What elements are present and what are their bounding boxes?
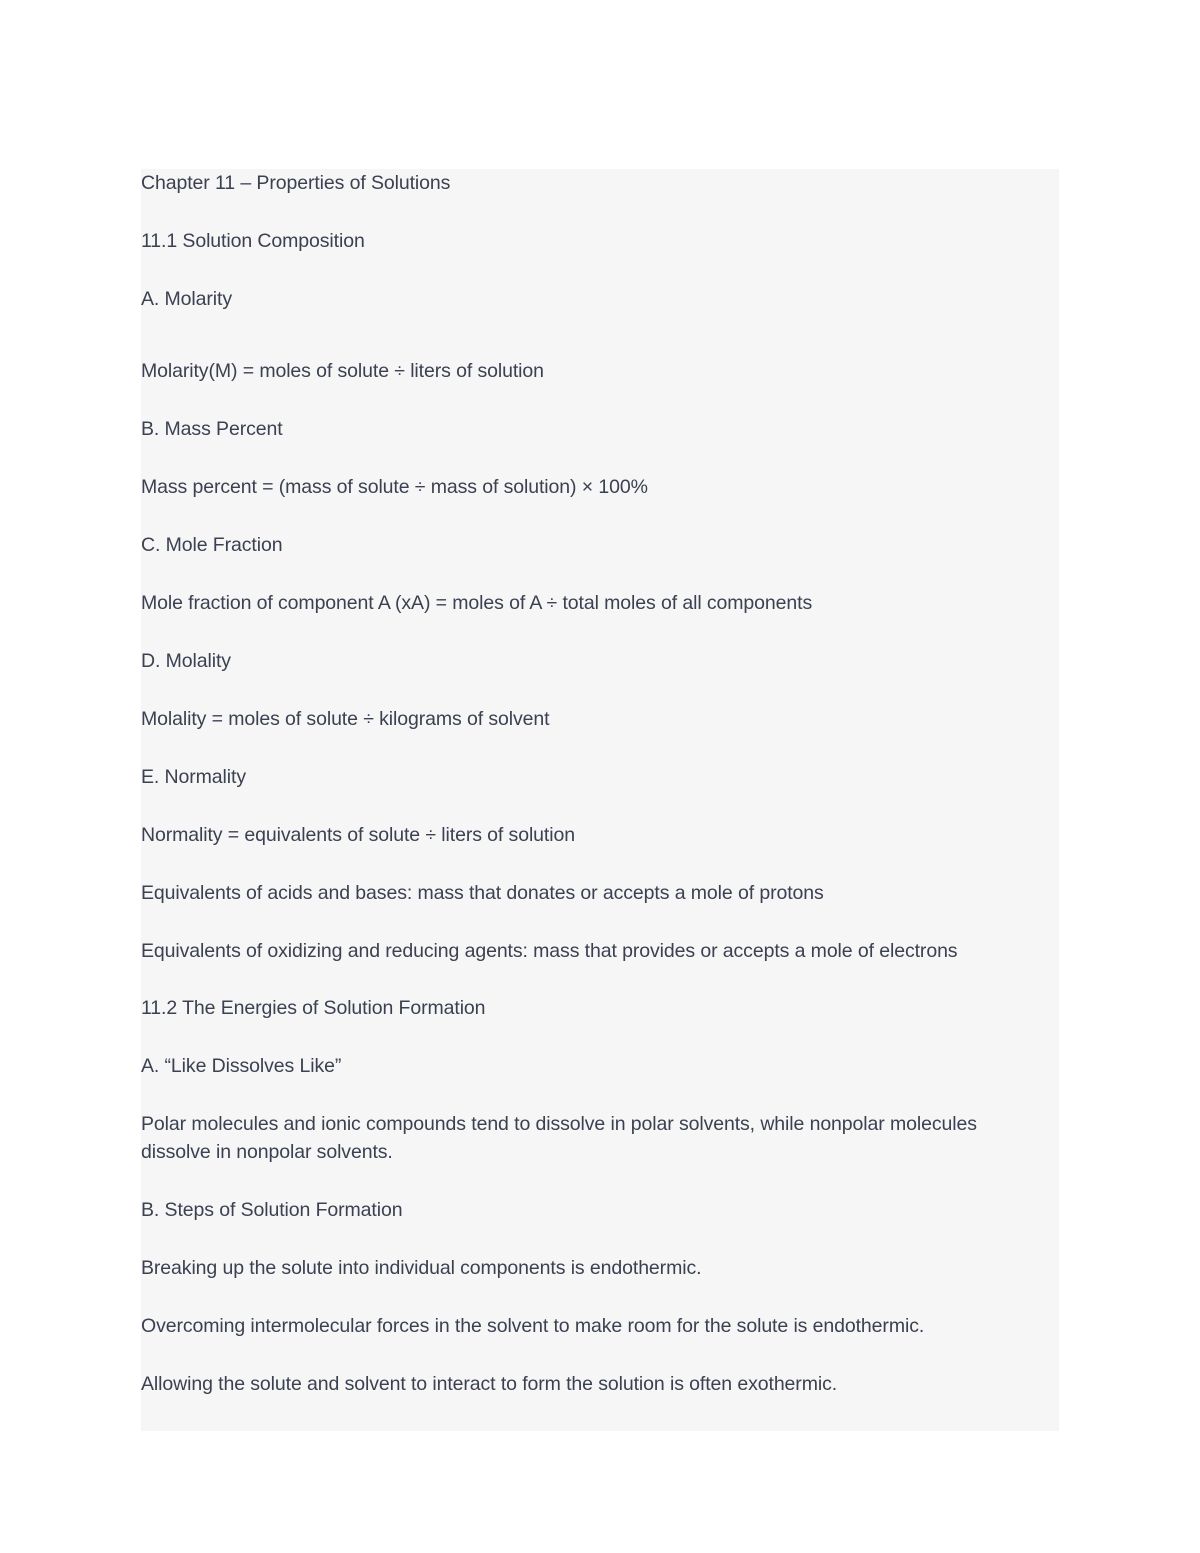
redox-equivalents: Equivalents of oxidizing and reducing agents: mass that provides or accepts a mole of electrons (141, 940, 958, 962)
molality-formula: Molality = moles of solute ÷ kilograms of solvent (141, 708, 550, 730)
acid-base-equivalents: Equivalents of acids and bases: mass that donates or accepts a mole of protons (141, 882, 824, 904)
subheading-steps-of-formation: B. Steps of Solution Formation (141, 1199, 403, 1221)
step-overcoming-forces: Overcoming intermolecular forces in the solvent to make room for the solute is endothermic. (141, 1315, 925, 1337)
step-interaction: Allowing the solute and solvent to interact to form the solution is often exothermic. (141, 1373, 838, 1395)
polarity-paragraph: Polar molecules and ionic compounds tend to dissolve in polar solvents, while nonpolar molecules dissolve in nonpolar solvents. (141, 1113, 977, 1163)
subheading-mole-fraction: C. Mole Fraction (141, 534, 283, 556)
step-breaking-solute: Breaking up the solute into individual components is endothermic. (141, 1257, 702, 1279)
section-heading-11-2: 11.2 The Energies of Solution Formation (141, 997, 486, 1019)
subheading-molality: D. Molality (141, 650, 231, 672)
subheading-molarity: A. Molarity (141, 288, 233, 310)
subheading-normality: E. Normality (141, 766, 246, 788)
subheading-like-dissolves-like: A. “Like Dissolves Like” (141, 1055, 342, 1077)
normality-formula: Normality = equivalents of solute ÷ liters of solution (141, 824, 575, 846)
chapter-title: Chapter 11 – Properties of Solutions (141, 172, 451, 194)
molarity-formula: Molarity(M) = moles of solute ÷ liters of solution (141, 360, 544, 382)
section-heading-11-1: 11.1 Solution Composition (141, 230, 365, 252)
mass-percent-formula: Mass percent = (mass of solute ÷ mass of solution) × 100% (141, 476, 648, 498)
subheading-mass-percent: B. Mass Percent (141, 418, 283, 440)
mole-fraction-formula: Mole fraction of component A (xA) = moles of A ÷ total moles of all components (141, 592, 813, 614)
